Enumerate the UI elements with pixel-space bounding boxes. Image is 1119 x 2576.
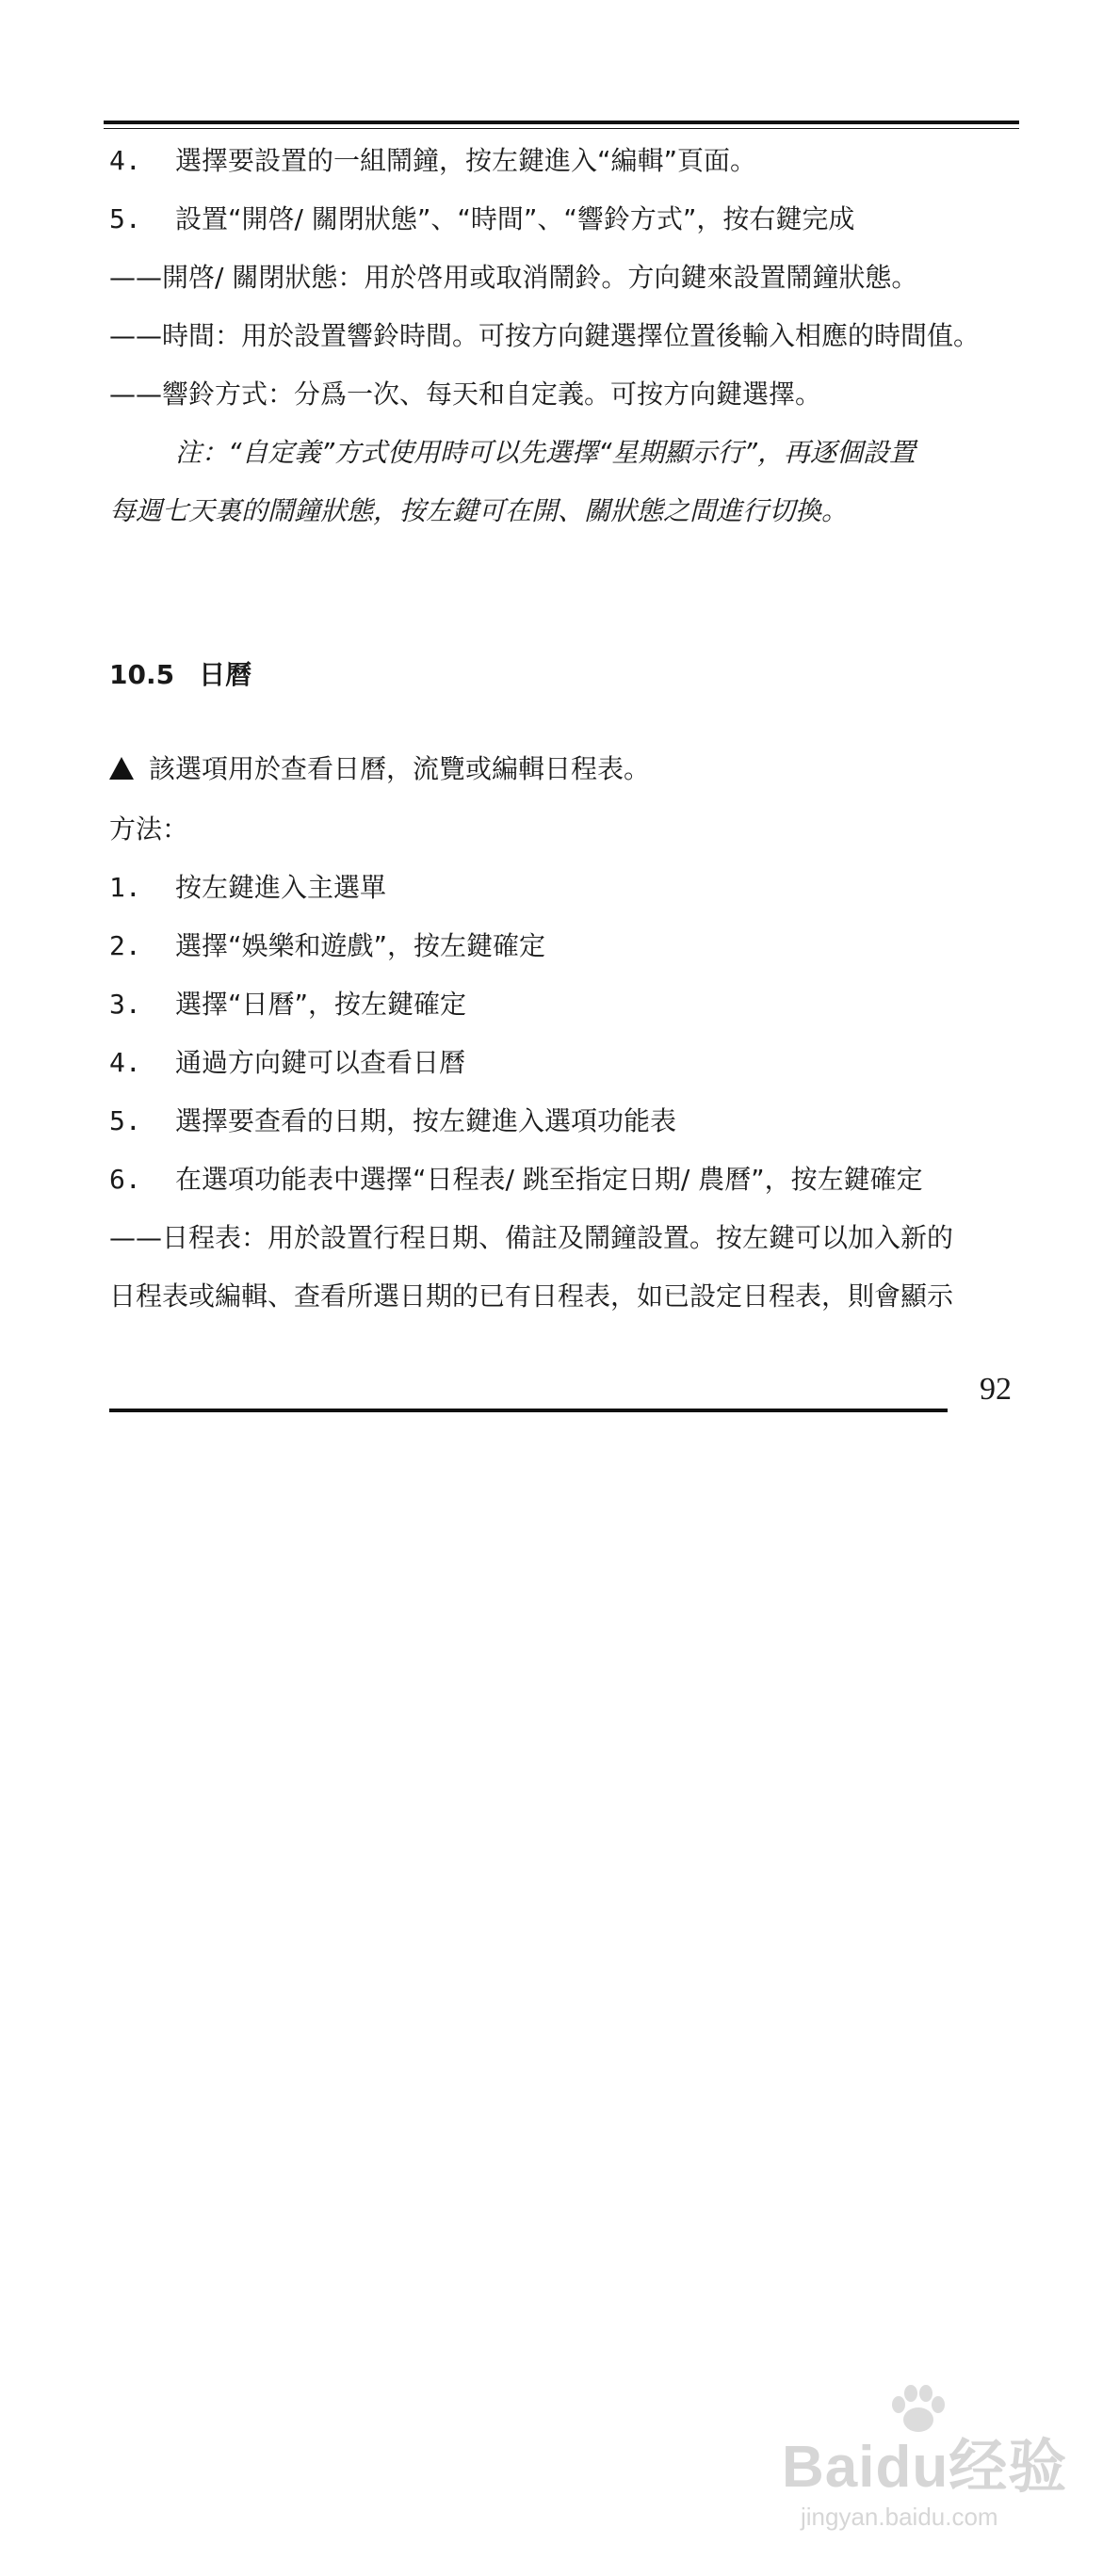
method-label: 方法： — [109, 813, 189, 845]
dash-line: ——響鈴方式：分爲一次、每天和自定義。可按方向鍵選擇。 — [109, 378, 822, 410]
step-number: 5. — [109, 1105, 141, 1136]
triangle-bullet-icon — [109, 757, 134, 780]
intro-line — [109, 753, 650, 785]
schedule-line: 日程表或編輯、查看所選日期的已有日程表，如已設定日程表，則會顯示 — [109, 1280, 954, 1312]
watermark-logo: Baidu经验 — [782, 2435, 1068, 2500]
watermark — [782, 2382, 1068, 2552]
dash-line: ——時間：用於設置響鈴時間。可按方向鍵選擇位置後輸入相應的時間值。 — [109, 320, 981, 351]
step-text: 選擇“娛樂和遊戲”，按左鍵確定 — [175, 930, 546, 961]
step-number: 3. — [109, 989, 141, 1020]
step-item — [109, 1164, 923, 1196]
intro-text: 該選項用於查看日曆，流覽或編輯日程表。 — [149, 753, 651, 784]
step-item — [109, 1047, 465, 1079]
step-text: 在選項功能表中選擇“日程表/ 跳至指定日期/ 農曆”，按左鍵確定 — [175, 1164, 923, 1195]
step-number: 2. — [109, 930, 141, 961]
section-title: 日曆 — [199, 659, 252, 690]
watermark-url: jingyan.baidu.com — [801, 2503, 998, 2531]
page-number: 92 — [980, 1372, 1012, 1407]
step-text: 選擇“日曆”，按左鍵確定 — [175, 989, 467, 1020]
schedule-line: ——日程表：用於設置行程日期、備註及鬧鐘設置。按左鍵可以加入新的 — [109, 1222, 954, 1253]
dash-line: ——開啓/ 關閉狀態：用於啓用或取消鬧鈴。方向鍵來設置鬧鐘狀態。 — [109, 262, 918, 293]
step-item — [109, 872, 386, 904]
step-item — [109, 930, 545, 962]
step-text: 通過方向鍵可以查看日曆 — [175, 1047, 466, 1078]
step-number: 6. — [109, 1164, 141, 1195]
note-line-1: 注：“自定義”方式使用時可以先選擇“星期顯示行”，再逐個設置 — [175, 437, 916, 468]
bottom-rule — [109, 1409, 948, 1412]
list-item — [109, 145, 756, 177]
item-number: 5. — [109, 203, 141, 234]
item-text: 選擇要設置的一組鬧鐘，按左鍵進入“編輯”頁面。 — [175, 145, 757, 176]
step-text: 按左鍵進入主選單 — [175, 872, 387, 903]
list-item — [109, 203, 854, 235]
step-number: 4. — [109, 1047, 141, 1078]
note-line-2: 每週七天裏的鬧鐘狀態，按左鍵可在開、關狀態之間進行切換。 — [109, 495, 849, 526]
item-text: 設置“開啓/ 關閉狀態”、“時間”、“響鈴方式”，按右鍵完成 — [175, 203, 855, 234]
step-number: 1. — [109, 872, 141, 903]
section-number: 10.5 — [109, 659, 175, 690]
step-text: 選擇要查看的日期，按左鍵進入選項功能表 — [175, 1105, 677, 1136]
step-item — [109, 989, 466, 1021]
section-heading — [109, 659, 251, 691]
item-number: 4. — [109, 145, 141, 176]
step-item — [109, 1105, 676, 1137]
top-rule — [104, 121, 1019, 124]
top-rule-thin — [104, 128, 1019, 129]
